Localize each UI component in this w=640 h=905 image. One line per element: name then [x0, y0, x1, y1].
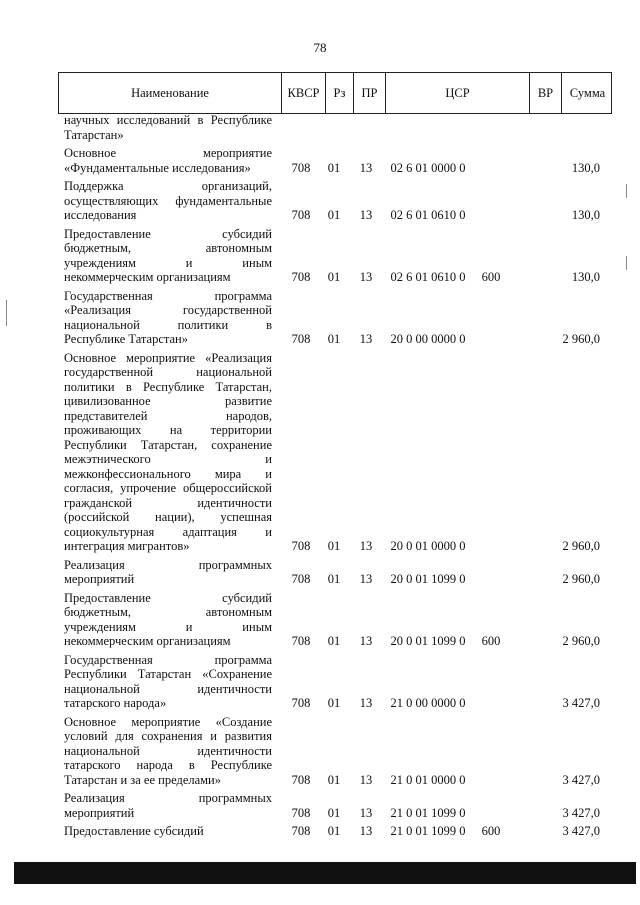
- table-row: [0, 653, 640, 711]
- cell-csr: 20 0 00 0000 0: [390, 332, 466, 346]
- header-name: Наименование: [131, 86, 209, 100]
- cell-sum: 130,0: [571, 270, 600, 284]
- row-name-line: Реализация программных: [64, 557, 272, 572]
- row-name-line: научных исследований в Республике: [64, 113, 272, 127]
- cell-kvsr: 708: [291, 772, 311, 787]
- row-name: [64, 351, 272, 554]
- cell-sum: 130,0: [571, 208, 600, 222]
- page-number: 78: [313, 40, 327, 55]
- row-name-line: проживающих на территории: [64, 423, 272, 437]
- cell-pr: 13: [359, 634, 373, 648]
- cell-rz: 01: [327, 805, 341, 820]
- cell-sum: 3 427,0: [562, 696, 600, 710]
- row-name-line: Государственная программа: [64, 652, 272, 667]
- scan-mark: [6, 300, 7, 326]
- cell-rz: 01: [327, 160, 341, 175]
- row-name-line: мероприятий: [64, 572, 135, 586]
- cell-rz: 01: [327, 696, 341, 710]
- cell-sum: 3 427,0: [562, 772, 600, 787]
- row-name: [64, 653, 272, 711]
- table-body: [0, 113, 640, 839]
- cell-pr: 13: [359, 332, 373, 346]
- row-name: [64, 113, 272, 142]
- cell-sum: 2 960,0: [562, 539, 600, 553]
- scan-mark: [626, 256, 627, 270]
- row-name-line: государственной национальной: [64, 365, 272, 379]
- header-sum: Сумма: [561, 73, 613, 113]
- cell-csr: 20 0 01 1099 0: [390, 634, 466, 648]
- row-name-line: бюджетным, автономным: [64, 241, 272, 255]
- row-name-line: татарского народа в Республике: [64, 758, 272, 772]
- cell-csr: 02 6 01 0610 0: [390, 208, 466, 222]
- row-name-line: Основное мероприятие «Реализация: [64, 350, 272, 365]
- cell-sum: 2 960,0: [562, 572, 600, 586]
- cell-sum: 2 960,0: [562, 332, 600, 346]
- table-row: [0, 591, 640, 649]
- cell-sum: 3 427,0: [562, 805, 600, 820]
- row-name-line: «Реализация государственной: [64, 303, 272, 317]
- header-kvsr: КВСР: [281, 73, 325, 113]
- table-row: [0, 227, 640, 285]
- table-row: [0, 824, 640, 839]
- row-name-line: Реализация программных: [64, 791, 272, 805]
- row-name-line: «Фундаментальные исследования»: [64, 160, 251, 175]
- row-name-line: Предоставление субсидий: [64, 590, 272, 605]
- cell-pr: 13: [359, 208, 373, 222]
- row-name-line: представителей народов,: [64, 408, 272, 423]
- row-name: [64, 558, 272, 587]
- row-name-line: Основное мероприятие: [64, 146, 272, 160]
- row-name-line: Государственная программа: [64, 288, 272, 303]
- row-name-line: Татарстан и за ее пределами»: [64, 772, 222, 787]
- cell-kvsr: 708: [291, 208, 311, 222]
- row-name: [64, 591, 272, 649]
- header-csr: ЦСР: [385, 73, 529, 113]
- row-name-line: Предоставление субсидий: [64, 824, 204, 838]
- cell-pr: 13: [359, 160, 373, 175]
- row-name-line: Поддержка организаций,: [64, 179, 272, 193]
- cell-rz: 01: [327, 332, 341, 346]
- table-row: [0, 791, 640, 820]
- cell-kvsr: 708: [291, 332, 311, 346]
- cell-csr: 21 0 00 0000 0: [390, 696, 466, 710]
- row-name-line: гражданской идентичности: [64, 495, 272, 510]
- row-name: [64, 227, 272, 285]
- row-name-line: национальной политики в: [64, 317, 272, 332]
- row-name: [64, 824, 272, 839]
- row-name-line: учреждениям и иным: [64, 619, 272, 634]
- row-name-line: политики в Республике Татарстан,: [64, 379, 272, 394]
- row-name-line: Основное мероприятие «Создание: [64, 714, 272, 729]
- cell-rz: 01: [327, 270, 341, 284]
- row-name-line: социокультурная адаптация и: [64, 524, 272, 539]
- cell-csr: 02 6 01 0610 0: [390, 270, 466, 284]
- table-row: [0, 179, 640, 223]
- cell-pr: 13: [359, 772, 373, 787]
- row-name-line: национальной идентичности: [64, 743, 272, 758]
- row-name: [64, 715, 272, 788]
- row-name: [64, 146, 272, 175]
- table-row: [0, 558, 640, 587]
- cell-csr: 20 0 01 1099 0: [390, 572, 466, 586]
- cell-csr: 20 0 01 0000 0: [390, 539, 466, 553]
- cell-pr: 13: [359, 824, 373, 838]
- row-name-line: условий для сохранения и развития: [64, 729, 272, 743]
- cell-vr: 600: [481, 824, 501, 838]
- header-pr: ПР: [353, 73, 385, 113]
- row-name-line: цивилизованное развитие: [64, 394, 272, 408]
- cell-pr: 13: [359, 539, 373, 553]
- cell-kvsr: 708: [291, 572, 311, 586]
- row-name-line: учреждениям и иным: [64, 255, 272, 270]
- cell-vr: 600: [481, 270, 501, 284]
- cell-rz: 01: [327, 539, 341, 553]
- cell-rz: 01: [327, 634, 341, 648]
- row-name-line: межэтнического и: [64, 452, 272, 466]
- cell-rz: 01: [327, 824, 341, 838]
- cell-kvsr: 708: [291, 539, 311, 553]
- cell-csr: 21 0 01 1099 0: [390, 824, 466, 838]
- cell-csr: 21 0 01 1099 0: [390, 805, 466, 820]
- row-name-line: татарского народа»: [64, 696, 167, 710]
- table-row: [0, 113, 640, 142]
- row-name-line: Республики Татарстан, сохранение: [64, 437, 272, 452]
- row-name-line: национальной идентичности: [64, 681, 272, 696]
- cell-pr: 13: [359, 696, 373, 710]
- cell-csr: 02 6 01 0000 0: [390, 160, 466, 175]
- cell-kvsr: 708: [291, 696, 311, 710]
- row-name-line: Республике Татарстан»: [64, 332, 188, 346]
- row-name: [64, 791, 272, 820]
- row-name-line: (российской нации), успешная: [64, 510, 272, 524]
- row-name-line: межконфессионального мира и: [64, 466, 272, 481]
- row-name-line: некоммерческим организациям: [64, 270, 231, 284]
- row-name: [64, 179, 272, 223]
- cell-kvsr: 708: [291, 634, 311, 648]
- table-row: [0, 146, 640, 175]
- scan-edge: [14, 862, 636, 884]
- cell-rz: 01: [327, 208, 341, 222]
- cell-rz: 01: [327, 772, 341, 787]
- row-name-line: согласия, упрочение общероссийской: [64, 481, 272, 495]
- table-header: [58, 72, 612, 114]
- header-rz: Рз: [325, 73, 353, 113]
- row-name-line: бюджетным, автономным: [64, 605, 272, 619]
- row-name-line: Республики Татарстан «Сохранение: [64, 667, 272, 681]
- header-vr: ВР: [529, 73, 561, 113]
- cell-kvsr: 708: [291, 824, 311, 838]
- cell-sum: 2 960,0: [562, 634, 600, 648]
- cell-pr: 13: [359, 805, 373, 820]
- row-name-line: Предоставление субсидий: [64, 226, 272, 241]
- cell-pr: 13: [359, 270, 373, 284]
- cell-vr: 600: [481, 634, 501, 648]
- row-name: [64, 289, 272, 347]
- cell-csr: 21 0 01 0000 0: [390, 772, 466, 787]
- row-name-line: осуществляющих фундаментальные: [64, 193, 272, 208]
- cell-kvsr: 708: [291, 805, 311, 820]
- scan-mark: [626, 184, 627, 198]
- table-row: [0, 715, 640, 788]
- table-row: [0, 351, 640, 554]
- row-name-line: некоммерческим организациям: [64, 634, 231, 648]
- cell-rz: 01: [327, 572, 341, 586]
- cell-kvsr: 708: [291, 160, 311, 175]
- row-name-line: мероприятий: [64, 805, 135, 820]
- cell-sum: 130,0: [571, 160, 600, 175]
- table-row: [0, 289, 640, 347]
- row-name-line: интеграция мигрантов»: [64, 539, 190, 553]
- cell-kvsr: 708: [291, 270, 311, 284]
- cell-sum: 3 427,0: [562, 824, 600, 838]
- row-name-line: Татарстан»: [64, 127, 124, 142]
- row-name-line: исследования: [64, 208, 137, 222]
- cell-pr: 13: [359, 572, 373, 586]
